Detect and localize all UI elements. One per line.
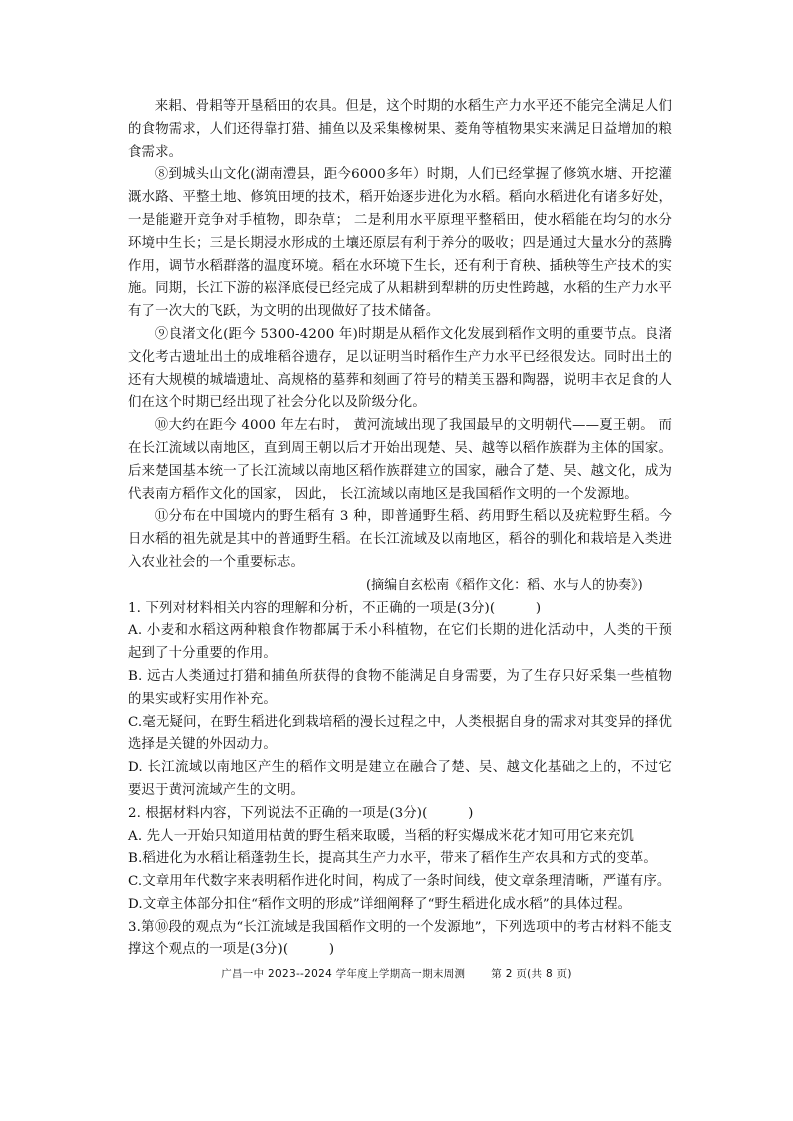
page-content (128, 96, 672, 962)
question-2-option-b: B.稻进化为水稻让稻蓬勃生长，提高其生产力水平，带来了稻作生产农具和方式的变革。 (128, 851, 657, 867)
passage-paragraph-10: ⑩大约在距今 4000 年左右时， 黄河流域出现了我国最早的文明朝代——夏王朝。 而在长江流域以南地区，直到周王朝以后才开始出现楚、吴、越等以稻作族群为主体的国家。后来楚国基本统一了长江流域以南地区稻作族群建立的国家，融合了楚、吴、越文化，成为代表南方稻作文化的国家， 因此， 长江流域以南地区是我国稻作文明的一个发源地。 (128, 418, 672, 502)
question-1-option-c: C.毫无疑问，在野生稻进化到栽培稻的漫长过程之中，人类根据自身的需求对其变异的择优选择是关键的外因动力。 (128, 714, 672, 753)
passage-source: (摘编自玄松南《稻作文化：稻、水与人的协奏》) (366, 577, 643, 593)
footer-school-exam: 广昌一中 2023--2024 学年度上学期高一期末周测 (221, 968, 466, 980)
question-2-option-d: D.文章主体部分扣住“稻作文明的形成”详细阐释了“野生稻进化成水稻”的具体过程。 (128, 896, 632, 912)
page-footer (0, 966, 793, 981)
question-1-option-a: A. 小麦和水稻这两种粮食作物都属于禾小科植物，在它们长期的进化活动中，人类的干预起到了十分重要的作用。 (128, 623, 672, 662)
question-1-option-b: B. 远古人类通过打猎和捕鱼所获得的食物不能满足自身需要，为了生存只好采集一些植物的果实或籽实用作补充。 (128, 668, 672, 707)
passage-paragraph-continued: 来耜、骨耜等开垦稻田的农具。但是，这个时期的水稻生产力水平还不能完全满足人们的食物需求，人们还得靠打猎、捕鱼以及采集橡树果、菱角等植物果实来满足日益增加的粮食需求。 (128, 99, 672, 160)
question-1-stem: 1. 下列对材料相关内容的理解和分析，不正确的一项是(3分)( ) (128, 600, 542, 616)
question-2-stem: 2. 根据材料内容，下列说法不正确的一项是(3分)( ) (128, 805, 474, 821)
question-1-option-d: D. 长江流域以南地区产生的稻作文明是建立在融合了楚、吴、越文化基础之上的，不过它要迟于黄河流域产生的文明。 (128, 760, 672, 798)
passage-paragraph-8: ⑧到城头山文化(湖南澧县，距今6000多年）时期，人们已经掌握了修筑水塘、开挖灌溉水路、平整土地、修筑田埂的技术，稻开始逐步进化为水稻。稻向水稻进化有诸多好处，一是能避开竞争对手植物，即杂草； 二是利用水平原理平整稻田，使水稻能在均匀的水分环境中生长；三是长期浸水形成的土壤还原层有利于养分的吸收；四是通过大量水分的蒸腾作用，调节水稻群落的温度环境。稻在水环境下生长，还有利于育秧、插秧等生产技术的实施。同期，长江下游的崧泽底侵已经完成了从耜耕到犁耕的历史性跨越，水稻的生产力水平有了一次大的飞跃，为文明的出现做好了技术储备。 (128, 167, 672, 320)
passage-paragraph-11: ⑪分布在中国境内的野生稻有 3 种，即普通野生稻、药用野生稻以及疣粒野生稻。今日水稻的祖先就是其中的普通野生稻。在长江流域及以南地区，稻谷的驯化和栽培是入类进入农业社会的一个重要标志。 (128, 509, 672, 570)
footer-page-number: 第 2 页(共 8 页) (491, 968, 572, 980)
question-3-stem: 3.第⑩段的观点为“长江流域是我国稻作文明的一个发源地”，下列选项中的考古材料不能支撑这个观点的一项是(3分)( ) (128, 919, 672, 958)
passage-paragraph-9: ⑨良渚文化(距今 5300-4200 年)时期是从稻作文化发展到稻作文明的重要节点。良渚文化考古遗址出土的成堆稻谷遗存，足以证明当时稻作生产力水平已经很发达。同时出土的还有大规模的城墙遗址、高规格的墓葬和刻画了符号的精美玉器和陶器，说明丰衣足食的人们在这个时期已经出现了社会分化以及阶级分化。 (128, 326, 672, 411)
question-2-option-a: A. 先人一开始只知道用枯黄的野生稻来取暖，当稻的籽实爆成米花才知可用它来充饥 (128, 828, 635, 844)
question-2-option-c: C.文章用年代数字来表明稻作进化时间，构成了一条时间线，使文章条理清晰，严谨有序。 (128, 874, 671, 890)
